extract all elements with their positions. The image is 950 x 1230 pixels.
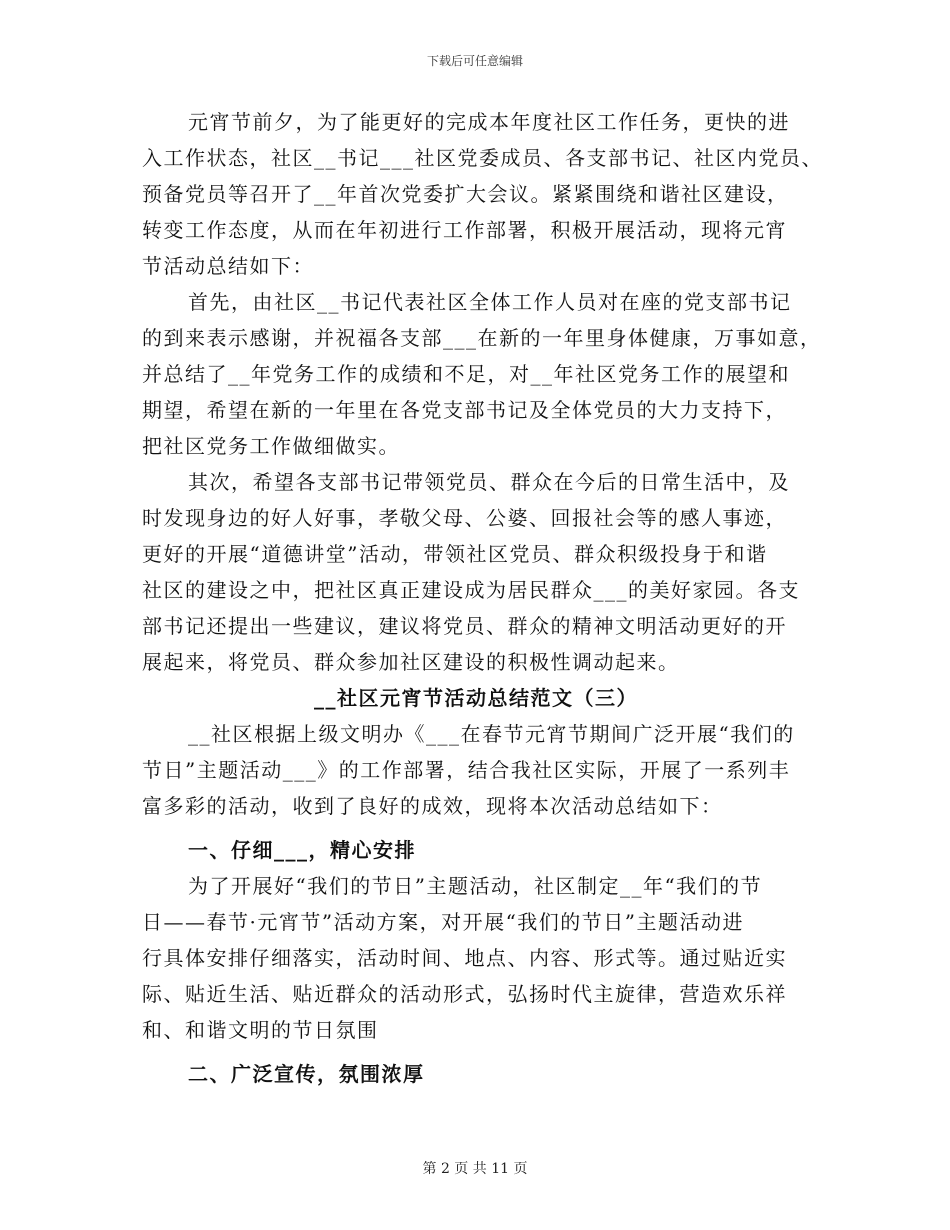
paragraph-second	[142, 464, 810, 680]
text-line: 的到来表示感谢，并祝福各支部___在新的一年里身体健康，万事如意，	[142, 326, 822, 350]
text-line: 为了开展好“我们的节日”主题活动，社区制定__年“我们的节	[188, 874, 763, 898]
paragraph-section-intro	[142, 716, 810, 824]
text-line: 富多彩的活动，收到了良好的成效，现将本次活动总结如下：	[142, 794, 723, 818]
document-body	[142, 104, 823, 1092]
text-line: 部书记还提出一些建议，建议将党员、群众的精神文明活动更好的开	[142, 614, 787, 638]
sub-heading-1: 一、仔细___，精心安排	[188, 838, 416, 862]
text-line: 首先，由社区__书记代表社区全体工作人员对在座的党支部书记	[188, 290, 792, 314]
text-line: 期望，希望在新的一年里在各党支部书记及全体党员的大力支持下，	[142, 398, 787, 422]
text-line: 其次，希望各支部书记带领党员、群众在今后的日常生活中，及	[188, 470, 790, 494]
paragraph-first	[142, 284, 822, 464]
text-line: 时发现身边的好人好事，孝敬父母、公婆、回报社会等的感人事迹，	[142, 506, 787, 530]
text-line: 际、贴近生活、贴近群众的活动形式，弘扬时代主旋律，营造欢乐祥	[142, 982, 787, 1006]
text-line: 节日”主题活动___》的工作部署，结合我社区实际，开展了一系列丰	[142, 758, 791, 782]
text-line: 元宵节前夕，为了能更好的完成本年度社区工作任务，更快的进	[188, 110, 790, 134]
text-line: 入工作状态，社区__书记___社区党委成员、各支部书记、社区内党员、	[142, 146, 823, 170]
paragraph-arrangement	[142, 868, 810, 1048]
text-line: 并总结了__年党务工作的成绩和不足，对__年社区党务工作的展望和	[142, 362, 790, 386]
text-line: 预备党员等召开了__年首次党委扩大会议。紧紧围绕和谐社区建设，	[142, 182, 789, 206]
section-title: __社区元宵节活动总结范文（三）	[314, 686, 638, 710]
paragraph-intro	[142, 104, 823, 284]
page-number: 第 2 页 共 11 页	[422, 1161, 528, 1177]
text-line: 节活动总结如下：	[142, 254, 314, 278]
text-line: 转变工作态度，从而在年初进行工作部署，积极开展活动，现将元宵	[142, 218, 787, 242]
text-line: 把社区党务工作做细做实。	[142, 434, 400, 458]
sub-heading-2: 二、广泛宣传，氛围浓厚	[188, 1062, 425, 1086]
text-line: 更好的开展“道德讲堂”活动，带领社区党员、群众积级投身于和谐	[142, 542, 768, 566]
text-line: 日——春节·元宵节”活动方案，对开展“我们的节日”主题活动进	[142, 910, 745, 934]
text-line: __社区根据上级文明办《___在春节元宵节期间广泛开展“我们的	[188, 722, 795, 746]
text-line: 展起来，将党员、群众参加社区建设的积极性调动起来。	[142, 650, 680, 674]
text-line: 行具体安排仔细落实，活动时间、地点、内容、形式等。通过贴近实	[142, 946, 787, 970]
text-line: 和、和谐文明的节日氛围	[142, 1018, 379, 1042]
header-note: 下载后可任意编辑	[426, 54, 523, 68]
text-line: 社区的建设之中，把社区真正建设成为居民群众___的美好家园。各支	[142, 578, 800, 602]
